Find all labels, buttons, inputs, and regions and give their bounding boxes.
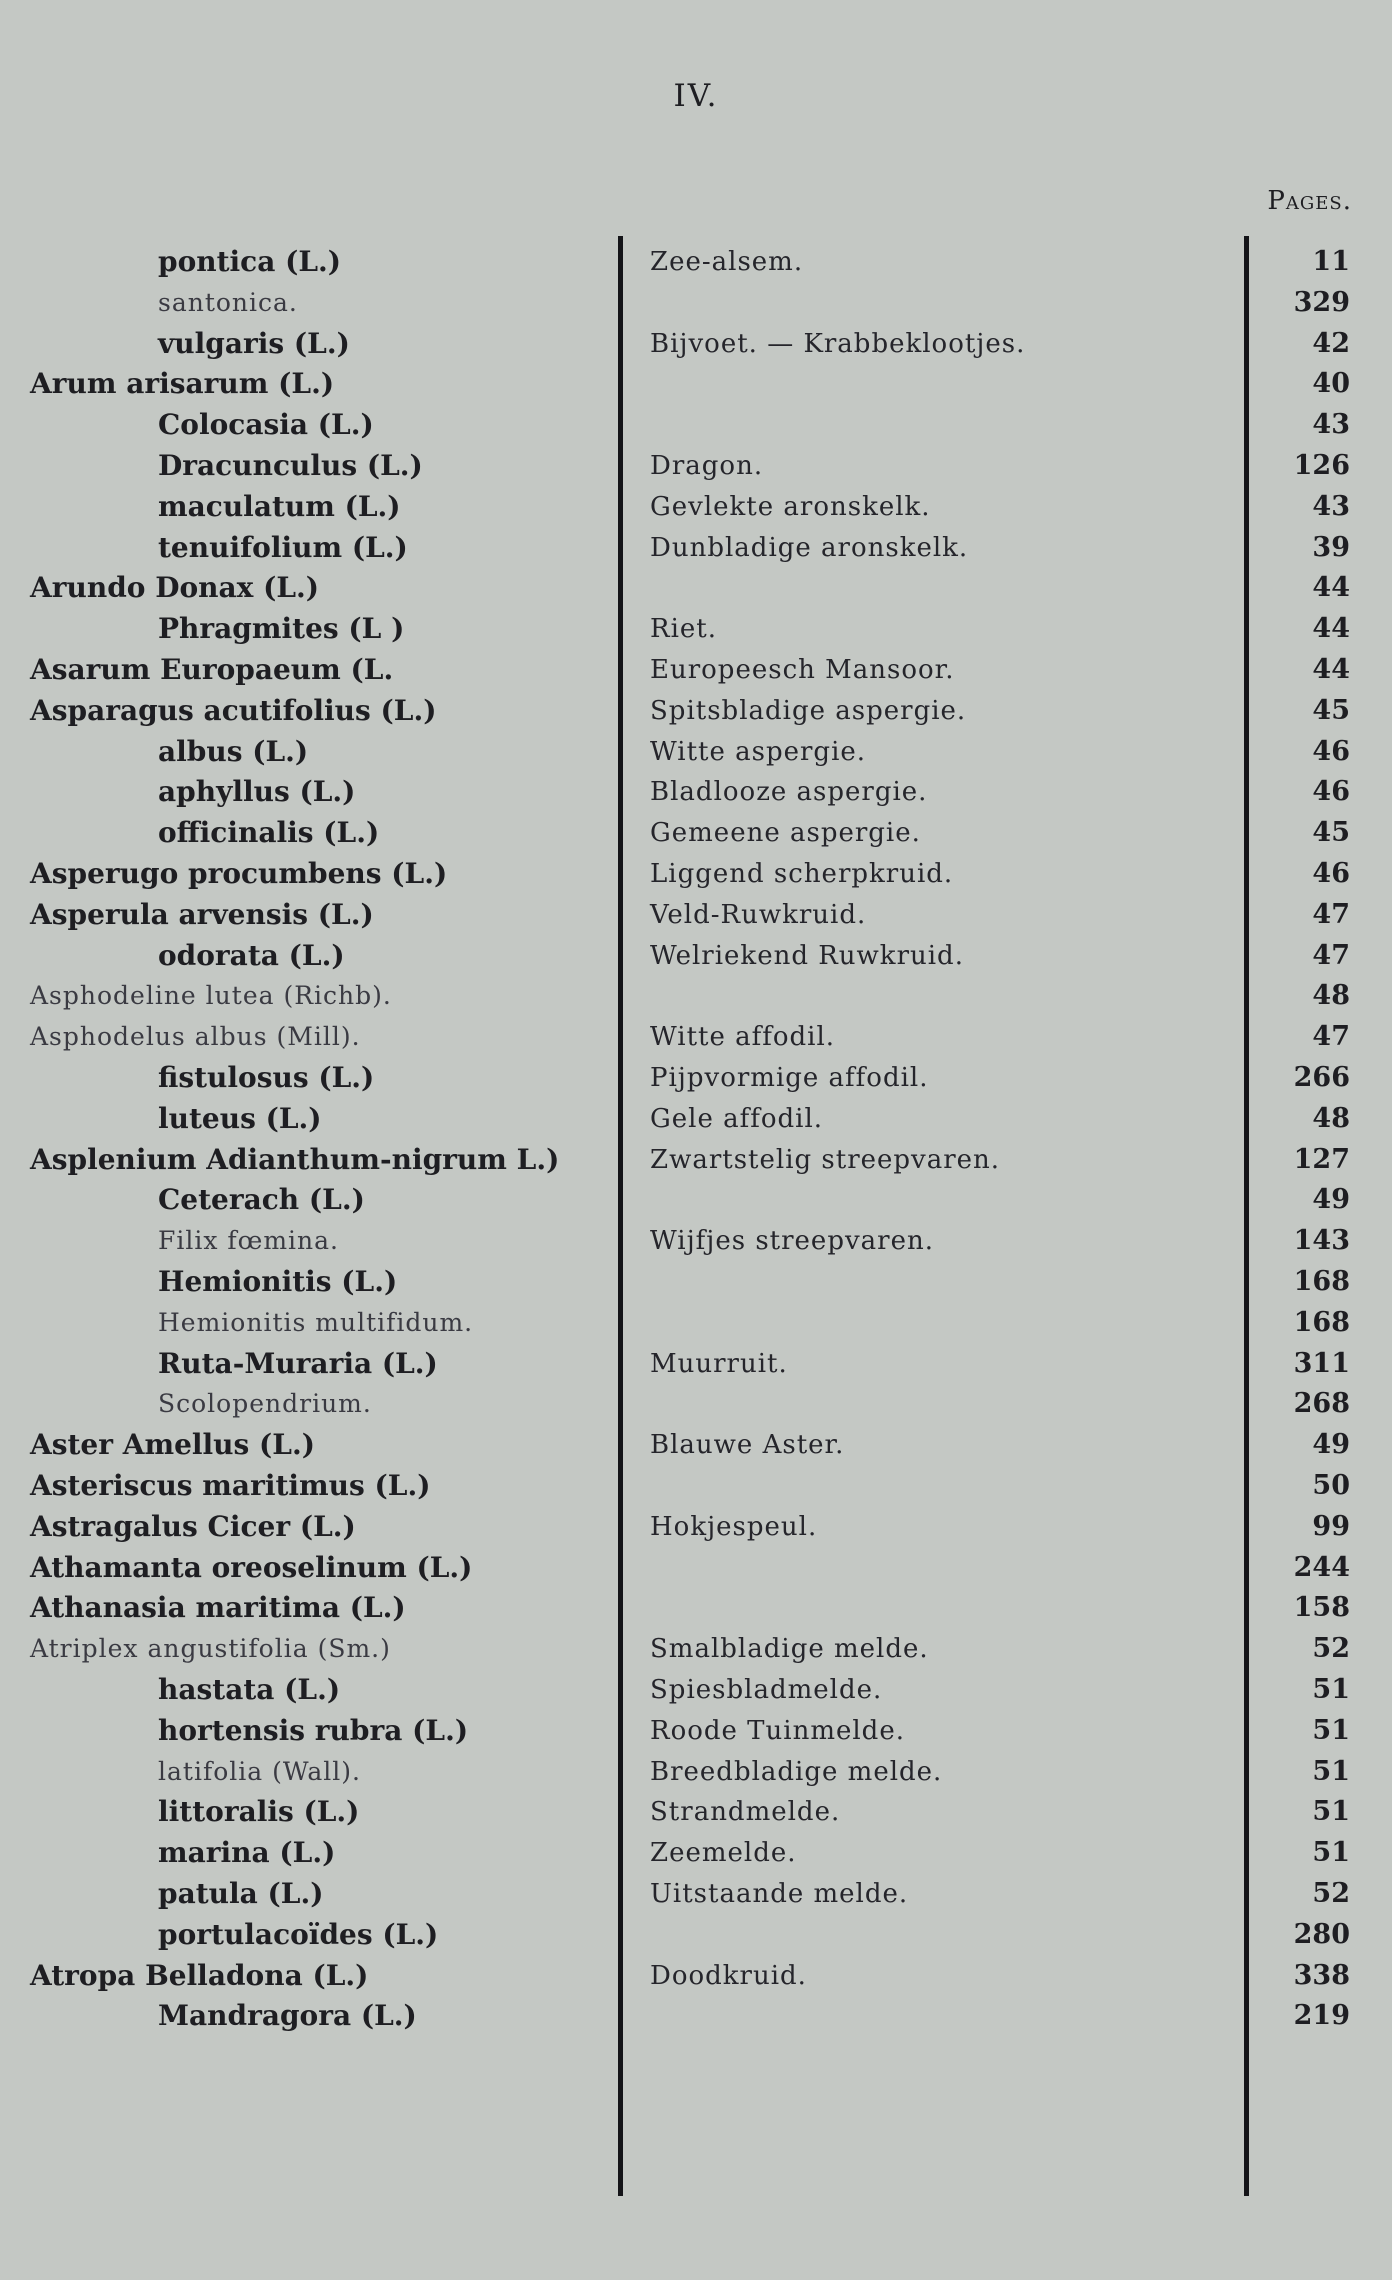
latin-name: Hemionitis (L.) [158,1265,398,1298]
page-ref: 47 [1312,1021,1350,1053]
index-entry [0,1262,1392,1302]
index-entry [0,1711,1392,1751]
latin-name: Arum arisarum (L.) [30,367,335,401]
index-entry [0,1099,1392,1139]
page-ref: 43 [1312,409,1350,441]
index-entry [0,568,1392,608]
dutch-name: Veld-Ruwkruid. [650,899,867,930]
latin-name: littoralis (L.) [158,1795,360,1829]
index-entry [0,446,1392,486]
latin-name: Ceterach (L.) [158,1183,365,1217]
index-entry [0,1548,1392,1588]
latin-name: Aster Amellus (L.) [30,1428,315,1462]
index-entry [0,772,1392,812]
dutch-name: Pijpvormige affodil. [650,1063,929,1093]
latin-name: patula (L.) [158,1877,324,1910]
page-ref: 51 [1312,1714,1350,1746]
index-entry [0,1956,1392,1996]
page-ref: 52 [1312,1633,1350,1665]
latin-name: Asphodeline lutea (Richb). [30,981,392,1011]
dutch-name: Doodkruid. [650,1960,807,1991]
dutch-name: Muurruit. [650,1348,788,1379]
index-entry [0,854,1392,894]
page-ref: 99 [1312,1510,1350,1542]
page-ref: 44 [1312,654,1350,685]
page-ref: 51 [1312,1755,1350,1787]
dutch-name: Dunbladige aronskelk. [650,532,969,563]
page-ref: 45 [1312,817,1350,849]
dutch-name: Witte aspergie. [650,736,867,767]
index-entry [0,1466,1392,1506]
latin-name: santonica. [158,287,298,317]
index-entry [0,1588,1392,1628]
dutch-name: Europeesch Mansoor. [650,655,955,685]
index-entry [0,1752,1392,1792]
dutch-name: Gemeene aspergie. [650,818,921,849]
page-ref: 168 [1293,1266,1350,1297]
page-ref: 47 [1312,939,1350,971]
dutch-name: Riet. [650,614,717,645]
index-entry [0,1670,1392,1710]
index-entry [0,1425,1392,1465]
page-ref: 126 [1293,450,1350,481]
index-entry [0,1833,1392,1873]
page-ref: 52 [1312,1878,1350,1909]
latin-name: Asarum Europaeum (L. [30,653,394,686]
page-ref: 49 [1312,1184,1350,1216]
latin-name: marina (L.) [158,1836,336,1870]
dutch-name: Wijfjes streepvaren. [650,1226,934,1257]
index-entry [0,1180,1392,1220]
latin-name: Atriplex angustifolia (Sm.) [30,1634,391,1664]
dutch-name: Liggend scherpkruid. [650,859,954,889]
page-ref: 329 [1293,286,1350,318]
latin-name: Athamanta oreoselinum (L.) [30,1550,473,1584]
index-entry [0,650,1392,690]
page-ref: 39 [1312,531,1350,563]
page-ref: 44 [1312,613,1350,645]
latin-name: odorata (L.) [158,938,345,972]
latin-name: officinalis (L.) [158,816,380,850]
dutch-name: Blauwe Aster. [650,1430,845,1461]
page-ref: 158 [1293,1592,1350,1624]
index-entry [0,732,1392,772]
page-ref: 127 [1293,1143,1350,1175]
index-entry [0,895,1392,935]
dutch-name: Dragon. [650,451,764,481]
index-entry [0,1058,1392,1098]
latin-name: Asplenium Adianthum-nigrum L.) [30,1142,560,1176]
latin-name: maculatum (L.) [158,489,401,523]
index-entry [0,1507,1392,1547]
latin-name: Mandragora (L.) [158,1999,417,2033]
dutch-name: Gele affodil. [650,1103,824,1134]
latin-name: Astragalus Cicer (L.) [30,1509,356,1543]
latin-name: Colocasia (L.) [158,408,374,442]
latin-name: Asphodelus albus (Mill). [30,1022,361,1052]
latin-name: Asperugo procumbens (L.) [30,857,448,890]
page-ref: 48 [1312,980,1350,1012]
dutch-name: Zee-alsem. [650,247,804,277]
index-entry [0,528,1392,568]
page-ref: 44 [1312,572,1350,604]
page-ref: 49 [1312,1429,1350,1461]
page-ref: 268 [1293,1388,1350,1420]
latin-name: tenuifolium (L.) [158,530,408,564]
index-entry [0,1996,1392,2036]
page-ref: 338 [1293,1959,1350,1991]
latin-name: vulgaris (L.) [158,326,350,360]
index-entry [0,1792,1392,1832]
dutch-name: Bladlooze aspergie. [650,777,928,808]
dutch-name: Spiesbladmelde. [650,1675,883,1705]
index-entry [0,936,1392,976]
latin-name: pontica (L.) [158,245,342,278]
latin-name: Athanasia maritima (L.) [30,1591,406,1625]
page-ref: 11 [1312,246,1350,277]
latin-name: fistulosus (L.) [158,1061,375,1094]
page-ref: 51 [1312,1796,1350,1828]
page-ref: 46 [1312,858,1350,889]
page-ref: 48 [1312,1102,1350,1134]
dutch-name: Spitsbladige aspergie. [650,695,967,726]
dutch-name: Zeemelde. [650,1838,797,1869]
latin-name: Dracunculus (L.) [158,449,423,482]
page-ref: 168 [1293,1306,1350,1338]
latin-name: Hemionitis multifidum. [158,1307,474,1337]
dutch-name: Breedbladige melde. [650,1756,943,1787]
page-ref: 47 [1312,898,1350,930]
page-ref: 45 [1312,694,1350,726]
index-entry [0,691,1392,731]
index-entry [0,813,1392,853]
page-ref: 266 [1293,1062,1350,1093]
page-ref: 50 [1312,1470,1350,1501]
index-entry [0,1629,1392,1669]
page-ref: 46 [1312,735,1350,767]
latin-name: aphyllus (L.) [158,775,356,809]
pages-column-header: Pages. [1267,186,1352,216]
index-entry [0,324,1392,364]
latin-name: hastata (L.) [158,1673,341,1706]
page-ref: 42 [1312,327,1350,359]
index-entry [0,405,1392,445]
index-entry [0,1384,1392,1424]
page-ref: 51 [1312,1674,1350,1705]
index-entry [0,1874,1392,1914]
dutch-name: Gevlekte aronskelk. [650,491,931,522]
page-number: IV. [673,78,719,114]
latin-name: albus (L.) [158,734,309,768]
page-ref: 280 [1293,1918,1350,1950]
latin-name: Asperula arvensis (L.) [30,897,374,931]
dutch-name: Hokjespeul. [650,1511,818,1542]
latin-name: hortensis rubra (L.) [158,1713,469,1747]
index-entry [0,1140,1392,1180]
page-ref: 51 [1312,1837,1350,1869]
dutch-name: Witte affodil. [650,1022,836,1053]
index-entry [0,609,1392,649]
page-ref: 143 [1293,1225,1350,1257]
dutch-name: Bijvoet. — Krabbeklootjes. [650,328,1026,359]
latin-name: Phragmites (L ) [158,612,405,646]
latin-name: luteus (L.) [158,1101,322,1135]
index-entry [0,242,1392,282]
index-entry [0,1915,1392,1955]
index-entry [0,283,1392,323]
index-entry [0,1344,1392,1384]
page-ref: 244 [1293,1551,1350,1583]
index-entry [0,364,1392,404]
index-entry [0,976,1392,1016]
latin-name: Filix fœmina. [158,1226,340,1256]
latin-name: Scolopendrium. [158,1389,372,1419]
index-entry [0,1303,1392,1343]
latin-name: Asparagus acutifolius (L.) [30,693,437,727]
page-ref: 219 [1293,2000,1350,2032]
page-ref: 46 [1312,776,1350,808]
latin-name: portulacoïdes (L.) [158,1917,439,1951]
index-entry [0,1017,1392,1057]
page-ref: 40 [1312,368,1350,400]
dutch-name: Strandmelde. [650,1797,841,1828]
latin-name: Ruta-Muraria (L.) [158,1346,438,1380]
dutch-name: Roode Tuinmelde. [650,1715,905,1746]
latin-name: Atropa Belladona (L.) [30,1958,369,1992]
dutch-name: Zwartstelig streepvaren. [650,1144,1001,1175]
latin-name: latifolia (Wall). [158,1756,361,1786]
latin-name: Asteriscus maritimus (L.) [30,1469,431,1502]
dutch-name: Welriekend Ruwkruid. [650,940,964,971]
dutch-name: Uitstaande melde. [650,1879,909,1909]
page-ref: 311 [1293,1347,1350,1379]
latin-name: Arundo Donax (L.) [30,571,320,605]
index-entry [0,1221,1392,1261]
dutch-name: Smalbladige melde. [650,1634,929,1665]
page-ref: 43 [1312,490,1350,522]
index-entry [0,487,1392,527]
